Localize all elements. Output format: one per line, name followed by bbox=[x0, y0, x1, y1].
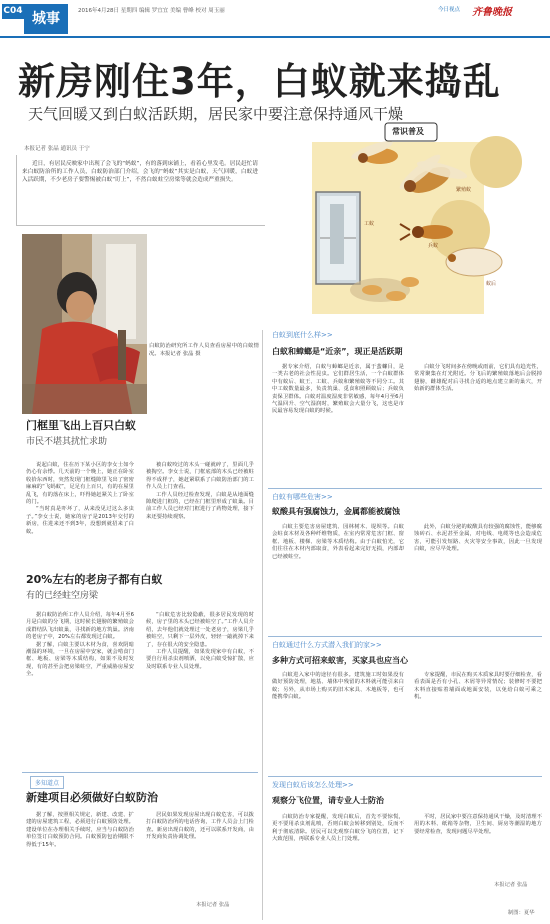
right-top-col2: 白蚁分飞时间多在傍晚或雨前，它们具有趋光性，常常聚集在灯光附近。分飞后的繁殖蚁落地后会脱掉翅膀，雌雄配对后寻找合适的地点建立新的巢穴，开始新的群体生活。 bbox=[414, 364, 542, 393]
right-mid-rule bbox=[268, 488, 542, 489]
label-alate: 繁殖蚁 bbox=[456, 187, 472, 193]
section1-col2: 被白蚁咬过的木头一碰就碎了，里面几乎被掏空。李女士说，门框底部的木头已经被蛀得不成样子，她赶紧联系了白蚁防治部门的工作人员上门查看。 工作人员经过检查发现，白蚁是从地面缝隙爬进门框的，已经在门框里形成了蚁巢。目前工作人员已经对门框进行了药物处理，接下来还要持续观察。 bbox=[146, 462, 254, 520]
newspaper-logo: 齐鲁晚报 bbox=[472, 7, 512, 18]
section2-title: 20%左右的老房子都有白蚁 bbox=[26, 573, 163, 586]
page-info: 2016年4月28日 星期四 编辑 罗宜宜 美编 曹峰 校对 周玉丽 bbox=[78, 8, 225, 14]
lead-paragraph: 近日，有居民反映家中出现了会飞的“蚂蚁”，有的落到床铺上，看着心里发毛。居民赶忙请来白蚁防治所的工作人员，白蚁防治部门介绍，会飞的“蚂蚁”其实是白蚁，天气回暖，白蚁进入活跃期，不少老房子要警惕被白蚁“盯上”，不然白蚁蛀空房梁等就会造成严重损失。 bbox=[22, 161, 259, 183]
label-worker: 工蚁 bbox=[364, 221, 375, 227]
feature-title: 新建项目必须做好白蚁防治 bbox=[26, 791, 158, 804]
section2-col1: 据白蚁防治所工作人员介绍，每年4月至6月是白蚁的分飞期，这时候长翅膀的繁殖蚁会成群结队飞出蚁巢，寻找新的地方筑巢。济南的老房子中，20%左右都发现过白蚁。 据了解，白蚁主要以木材为食，喜欢阴暗潮湿的环境，一旦在房屋中安家，就会啃食门框、地板、房梁等木质结构，如果不及时发现，有的甚至会把房梁蛀空，严重威胁房屋安全。 bbox=[26, 612, 134, 678]
column-name: 今日视点 bbox=[438, 7, 461, 13]
right-bottom-col2: 平时，居民家中要注意保持通风干燥，及时清理不用的木料、纸箱等杂物，卫生间、厨房等潮湿的地方要经常检查，发现问题尽早处理。 bbox=[414, 814, 542, 835]
column-divider bbox=[262, 330, 263, 920]
section1-subtitle: 市民不堪其扰忙求助 bbox=[26, 437, 108, 447]
science-badge: 常识普及 bbox=[392, 127, 424, 136]
feature-col1: 据了解，按照相关规定，新建、改建、扩建的房屋建筑工程，必须进行白蚁预防处理。建设单位在办理相关手续时，应当与白蚁防治单位签订白蚁预防合同。白蚁预防包治期限不得低于15年。 bbox=[26, 812, 134, 848]
news-photo bbox=[22, 234, 147, 414]
photo-caption: 白蚁防治研究所工作人员查看房屋中的白蚁情况。本报记者 张晶 摄 bbox=[149, 343, 259, 357]
right-bottom-label: 发现白蚁后该怎么处理>> bbox=[272, 781, 354, 789]
right-top-title: 白蚁和蟑螂是“近亲”，现正是活跃期 bbox=[272, 347, 403, 356]
right-bottom-rule bbox=[268, 776, 542, 777]
right-mid-title: 蚁酸具有强腐蚀力，金属都能被腐蚀 bbox=[272, 507, 400, 516]
right-low-col2: 专家提醒，市民在购买木质家具时要仔细检查，看看表面是否有小孔、木屑等异常情况；装修时不要把木料直接贴着墙面或地面安装，以免给白蚁可乘之机。 bbox=[414, 672, 542, 701]
headline: 新房刚住3年，白蚁就来捣乱 bbox=[18, 60, 501, 103]
byline: 本报记者 张晶 通讯员 于宁 bbox=[24, 146, 90, 152]
section1-title: 门框里飞出上百只白蚁 bbox=[26, 419, 136, 432]
subheadline: 天气回暖又到白蚁活跃期，居民家中要注意保持通风干燥 bbox=[28, 105, 404, 123]
label-queen: 蚁后 bbox=[486, 281, 497, 287]
section-title: 城事 bbox=[24, 4, 68, 34]
right-mid-col2: 此外，白蚁分泌的蚁酸具有较强的腐蚀性，能够腐蚀砖石、水泥甚至金属，对电线、电缆等也会造成危害，可能引发短路、火灾等安全事故，因此一旦发现白蚁，应尽早处理。 bbox=[414, 524, 542, 553]
right-low-label: 白蚁通过什么方式潜入我们的家>> bbox=[272, 641, 382, 649]
right-low-col1: 白蚁进入家中的途径有很多。建筑施工时如果没有做好预防处理，地基、墙体中残留的木料就可能引来白蚁；另外，从市场上购买的旧木家具、木地板等，也可能携带白蚁。 bbox=[272, 672, 404, 701]
page-number: C04 bbox=[2, 4, 24, 19]
graphic-credit: 制图：夏华 bbox=[508, 910, 535, 916]
section2-subtitle: 有的已经蛀空房梁 bbox=[26, 591, 99, 601]
feature-col2: 居民如果发现房屋出现白蚁危害，可以拨打白蚁防治所的电话咨询，工作人员会上门检查。新房出现白蚁的，还可以联系开发商，由开发商负责协调处理。 bbox=[146, 812, 254, 841]
right-bottom-title: 观察分飞位置，请专业人士防治 bbox=[272, 796, 384, 805]
right-bottom-sign: 本报记者 张晶 bbox=[494, 882, 528, 888]
feature-label: 多知道点 bbox=[30, 776, 64, 789]
right-bottom-col1: 白蚁防治专家提醒，发现白蚁后，首先不要惊慌，更不要用杀虫剂乱喷，否则白蚁会转移到别处，反而不利于彻底清除。居民可以先观察白蚁分飞的位置，记下大致范围，再联系专业人员上门处理。 bbox=[272, 814, 404, 843]
right-top-col1: 据专家介绍，白蚁与蟑螂是近亲，属于蜚蠊目，是一类古老的社会性昆虫。它们群居生活，一个白蚁群体中有蚁后、蚁王、工蚁、兵蚁和繁殖蚁等不同分工。其中工蚁数量最多，负责筑巢、觅食和照顾蚁后；兵蚁负责保卫群体。白蚁对温度湿度非常敏感，每年4月至6月气温回升、空气湿润时，繁殖蚁会大量分飞，这也是市民最容易发现白蚁的时候。 bbox=[272, 364, 404, 415]
right-top-label: 白蚁到底什么样>> bbox=[272, 331, 333, 339]
feature-sign: 本报记者 张晶 bbox=[196, 902, 230, 908]
section1-col1: 说起白蚁，住在历下某小区的李女士如今仍心有余悸。几天前的一个晚上，她正在卧室收拾东西时，突然发现门框缝隙里飞出了密密麻麻的“飞蚂蚁”，足足有上百只，有的在屋里乱飞，有的落在床上，吓得她赶紧关上了卧室的门。 “当时真是吓坏了，从来没见过这么多虫子。”李女士说，她家的房子是2013年交付的新房，住进来还不到3年，没想到就招来了白蚁。 bbox=[26, 462, 134, 535]
label-soldier: 兵蚁 bbox=[428, 243, 439, 249]
termite-illustration bbox=[260, 120, 542, 328]
section2-col2: “白蚁危害比较隐蔽，很多居民发现的时候，房子里的木头已经被蛀空了。”工作人员介绍，去年他们就处理过一处老房子，房梁几乎被蛀空，只剩下一层外皮，轻轻一敲就掉下来了，存在很大的安全隐患。 工作人员提醒，如果发现家中有白蚁，不要自行用杀虫剂喷洒，以免白蚁受惊扩散，应及时联系专业人员处理。 bbox=[146, 612, 254, 670]
right-low-rule bbox=[268, 636, 542, 637]
header-rule bbox=[0, 36, 550, 38]
feature-rule bbox=[22, 772, 258, 773]
right-mid-label: 白蚁有哪些危害>> bbox=[272, 493, 333, 501]
right-mid-col1: 白蚁主要危害房屋建筑、园林树木、堤坝等。白蚁会蛀食木材及各种纤维物质，在室内常常危害门框、窗框、地板、楼梯、房梁等木质结构。由于白蚁怕光，它们往往在木材内部取食，外表看起来完好无损，内部却已经被蛀空。 bbox=[272, 524, 404, 560]
right-low-title: 多种方式可招来蚁害，买家具也应当心 bbox=[272, 656, 408, 665]
